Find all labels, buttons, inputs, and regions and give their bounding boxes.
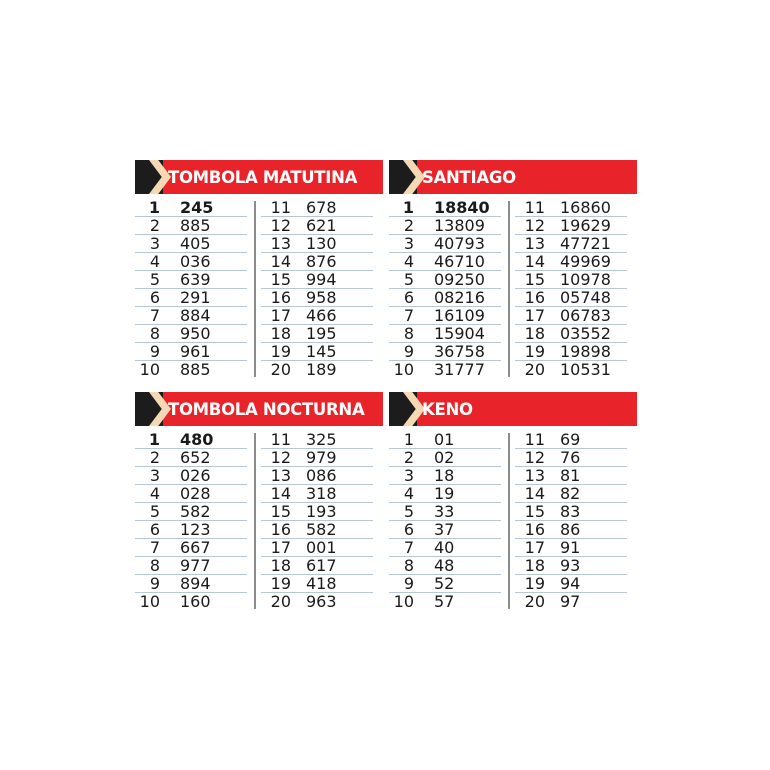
draw-position: 17 [270, 306, 291, 325]
result-row [515, 485, 627, 503]
result-row [135, 539, 247, 557]
draw-position: 13 [524, 234, 545, 253]
draw-position: 1 [148, 430, 160, 449]
results-column-right [515, 431, 627, 611]
draw-position: 4 [149, 252, 160, 271]
drawn-number: 02 [434, 448, 455, 467]
draw-position: 4 [403, 252, 414, 271]
result-row [261, 253, 373, 271]
draw-position: 1 [402, 198, 414, 217]
drawn-number: 667 [180, 538, 211, 557]
draw-position: 19 [270, 574, 291, 593]
draw-position: 9 [149, 342, 160, 361]
draw-position: 12 [270, 216, 291, 235]
results-column-left [389, 199, 501, 379]
drawn-number: 19898 [560, 342, 611, 361]
result-row [135, 467, 247, 485]
drawn-number: 193 [306, 502, 337, 521]
drawn-number: 994 [306, 270, 337, 289]
result-row [261, 503, 373, 521]
panel-header [389, 392, 637, 426]
draw-position: 8 [403, 556, 414, 575]
drawn-number: 97 [560, 592, 581, 611]
result-row [135, 199, 247, 217]
result-row [515, 271, 627, 289]
drawn-number: 57 [434, 592, 455, 611]
drawn-number: 31777 [434, 360, 485, 379]
result-row [515, 343, 627, 361]
drawn-number: 884 [180, 306, 211, 325]
drawn-number: 977 [180, 556, 211, 575]
result-row [515, 503, 627, 521]
result-row [261, 343, 373, 361]
result-row [135, 503, 247, 521]
drawn-number: 979 [306, 448, 337, 467]
draw-position: 17 [524, 306, 545, 325]
result-row [389, 217, 501, 235]
result-row [135, 449, 247, 467]
drawn-number: 961 [180, 342, 211, 361]
results-column-right [261, 431, 373, 611]
result-row [261, 199, 373, 217]
draw-position: 14 [270, 252, 291, 271]
result-row [135, 271, 247, 289]
drawn-number: 19629 [560, 216, 611, 235]
drawn-number: 123 [180, 520, 211, 539]
result-row [261, 575, 373, 593]
drawn-number: 480 [180, 430, 214, 449]
result-row [261, 557, 373, 575]
result-row [389, 253, 501, 271]
drawn-number: 13809 [434, 216, 485, 235]
drawn-number: 026 [180, 466, 211, 485]
result-row [389, 467, 501, 485]
draw-position: 3 [403, 234, 414, 253]
result-row [389, 361, 501, 379]
draw-position: 15 [270, 270, 291, 289]
result-row [515, 289, 627, 307]
result-row [515, 361, 627, 379]
results-column-right [515, 199, 627, 379]
result-row [515, 199, 627, 217]
drawn-number: 885 [180, 360, 211, 379]
result-row [515, 539, 627, 557]
result-row [135, 253, 247, 271]
result-row [515, 217, 627, 235]
drawn-number: 93 [560, 556, 581, 575]
drawn-number: 639 [180, 270, 211, 289]
result-row [389, 235, 501, 253]
panel-header [389, 160, 637, 194]
drawn-number: 466 [306, 306, 337, 325]
result-row [389, 503, 501, 521]
result-row [515, 325, 627, 343]
result-row [389, 593, 501, 611]
draw-position: 19 [524, 342, 545, 361]
drawn-number: 130 [306, 234, 337, 253]
result-row [515, 431, 627, 449]
result-row [135, 307, 247, 325]
result-row [261, 325, 373, 343]
column-separator [254, 433, 256, 609]
draw-position: 6 [149, 520, 160, 539]
draw-position: 3 [149, 234, 160, 253]
results-table [389, 431, 637, 611]
result-row [389, 343, 501, 361]
result-row [389, 289, 501, 307]
drawn-number: 01 [434, 430, 455, 449]
drawn-number: 160 [180, 592, 211, 611]
draw-position: 14 [270, 484, 291, 503]
drawn-number: 16860 [560, 198, 611, 217]
drawn-number: 46710 [434, 252, 485, 271]
draw-position: 2 [403, 216, 414, 235]
drawn-number: 52 [434, 574, 455, 593]
draw-position: 9 [149, 574, 160, 593]
column-separator [254, 201, 256, 377]
result-row [515, 467, 627, 485]
drawn-number: 18840 [434, 198, 490, 217]
draw-position: 5 [403, 270, 414, 289]
result-row [389, 431, 501, 449]
result-row [261, 271, 373, 289]
draw-position: 10 [393, 592, 414, 611]
draw-position: 16 [270, 520, 291, 539]
drawn-number: 16109 [434, 306, 485, 325]
draw-position: 12 [524, 216, 545, 235]
drawn-number: 40 [434, 538, 455, 557]
result-row [135, 289, 247, 307]
drawn-number: 47721 [560, 234, 611, 253]
drawn-number: 885 [180, 216, 211, 235]
drawn-number: 950 [180, 324, 211, 343]
result-row [389, 575, 501, 593]
drawn-number: 036 [180, 252, 211, 271]
draw-position: 8 [403, 324, 414, 343]
drawn-number: 652 [180, 448, 211, 467]
result-row [515, 557, 627, 575]
drawn-number: 028 [180, 484, 211, 503]
drawn-number: 08216 [434, 288, 485, 307]
draw-position: 7 [403, 306, 414, 325]
draw-position: 13 [524, 466, 545, 485]
results-panel-santiago [389, 160, 637, 379]
drawn-number: 318 [306, 484, 337, 503]
result-row [261, 521, 373, 539]
result-row [515, 521, 627, 539]
results-table [389, 199, 637, 379]
draw-position: 10 [393, 360, 414, 379]
panel-header [135, 392, 383, 426]
result-row [261, 539, 373, 557]
draw-position: 9 [403, 342, 414, 361]
drawn-number: 69 [560, 430, 581, 449]
result-row [389, 307, 501, 325]
draw-position: 18 [524, 324, 545, 343]
drawn-number: 15904 [434, 324, 485, 343]
result-row [389, 449, 501, 467]
draw-position: 20 [524, 360, 545, 379]
drawn-number: 40793 [434, 234, 485, 253]
result-row [261, 431, 373, 449]
result-row [389, 325, 501, 343]
drawn-number: 582 [306, 520, 337, 539]
result-row [135, 343, 247, 361]
drawn-number: 94 [560, 574, 581, 593]
drawn-number: 678 [306, 198, 337, 217]
result-row [261, 467, 373, 485]
results-table [135, 199, 383, 379]
draw-position: 18 [270, 556, 291, 575]
draw-position: 15 [524, 270, 545, 289]
result-row [135, 431, 247, 449]
drawn-number: 963 [306, 592, 337, 611]
panel-title: TOMBOLA NOCTURNA [168, 400, 365, 419]
draw-position: 11 [524, 198, 545, 217]
result-row [135, 361, 247, 379]
drawn-number: 001 [306, 538, 337, 557]
drawn-number: 18 [434, 466, 455, 485]
results-panel-tombola-nocturna [135, 392, 383, 611]
result-row [135, 521, 247, 539]
draw-position: 12 [524, 448, 545, 467]
result-row [515, 449, 627, 467]
draw-position: 12 [270, 448, 291, 467]
drawn-number: 582 [180, 502, 211, 521]
draw-position: 14 [524, 484, 545, 503]
drawn-number: 189 [306, 360, 337, 379]
drawn-number: 82 [560, 484, 581, 503]
result-row [389, 557, 501, 575]
panel-title: TOMBOLA MATUTINA [168, 168, 358, 187]
results-table [135, 431, 383, 611]
drawn-number: 37 [434, 520, 455, 539]
draw-position: 20 [270, 592, 291, 611]
draw-position: 18 [524, 556, 545, 575]
result-row [135, 235, 247, 253]
panel-title: SANTIAGO [422, 168, 516, 187]
draw-position: 14 [524, 252, 545, 271]
drawn-number: 03552 [560, 324, 611, 343]
draw-position: 9 [403, 574, 414, 593]
result-row [261, 289, 373, 307]
draw-position: 3 [149, 466, 160, 485]
result-row [515, 575, 627, 593]
draw-position: 2 [149, 448, 160, 467]
draw-position: 7 [149, 538, 160, 557]
drawn-number: 36758 [434, 342, 485, 361]
result-row [389, 271, 501, 289]
drawn-number: 617 [306, 556, 337, 575]
drawn-number: 81 [560, 466, 581, 485]
result-row [135, 485, 247, 503]
drawn-number: 86 [560, 520, 581, 539]
result-row [261, 235, 373, 253]
column-separator [508, 433, 510, 609]
result-row [135, 217, 247, 235]
draw-position: 16 [524, 520, 545, 539]
results-column-left [389, 431, 501, 611]
results-column-right [261, 199, 373, 379]
draw-position: 19 [524, 574, 545, 593]
result-row [389, 539, 501, 557]
draw-position: 5 [403, 502, 414, 521]
drawn-number: 145 [306, 342, 337, 361]
panel-header [135, 160, 383, 194]
column-separator [508, 201, 510, 377]
draw-position: 5 [149, 502, 160, 521]
draw-position: 15 [270, 502, 291, 521]
result-row [135, 557, 247, 575]
drawn-number: 05748 [560, 288, 611, 307]
result-row [261, 361, 373, 379]
draw-position: 17 [270, 538, 291, 557]
drawn-number: 76 [560, 448, 581, 467]
result-row [389, 521, 501, 539]
result-row [515, 235, 627, 253]
drawn-number: 894 [180, 574, 211, 593]
draw-position: 7 [403, 538, 414, 557]
drawn-number: 83 [560, 502, 581, 521]
drawn-number: 19 [434, 484, 455, 503]
draw-position: 6 [149, 288, 160, 307]
draw-position: 2 [149, 216, 160, 235]
results-panel-tombola-matutina [135, 160, 383, 379]
result-row [389, 199, 501, 217]
draw-position: 8 [149, 556, 160, 575]
draw-position: 20 [524, 592, 545, 611]
result-row [135, 575, 247, 593]
result-row [261, 217, 373, 235]
result-row [515, 253, 627, 271]
result-row [515, 307, 627, 325]
draw-position: 19 [270, 342, 291, 361]
result-row [261, 307, 373, 325]
draw-position: 5 [149, 270, 160, 289]
draw-position: 4 [149, 484, 160, 503]
drawn-number: 086 [306, 466, 337, 485]
drawn-number: 91 [560, 538, 581, 557]
draw-position: 2 [403, 448, 414, 467]
draw-position: 10 [139, 360, 160, 379]
drawn-number: 621 [306, 216, 337, 235]
drawn-number: 325 [306, 430, 337, 449]
drawn-number: 48 [434, 556, 455, 575]
drawn-number: 245 [180, 198, 214, 217]
result-row [261, 593, 373, 611]
draw-position: 11 [270, 198, 291, 217]
draw-position: 13 [270, 234, 291, 253]
drawn-number: 405 [180, 234, 211, 253]
draw-position: 11 [270, 430, 291, 449]
drawn-number: 876 [306, 252, 337, 271]
draw-position: 20 [270, 360, 291, 379]
draw-position: 6 [403, 288, 414, 307]
result-row [389, 485, 501, 503]
draw-position: 4 [403, 484, 414, 503]
result-row [515, 593, 627, 611]
draw-position: 8 [149, 324, 160, 343]
draw-position: 16 [270, 288, 291, 307]
draw-position: 16 [524, 288, 545, 307]
result-row [135, 325, 247, 343]
results-column-left [135, 431, 247, 611]
draw-position: 10 [139, 592, 160, 611]
draw-position: 15 [524, 502, 545, 521]
drawn-number: 49969 [560, 252, 611, 271]
drawn-number: 195 [306, 324, 337, 343]
drawn-number: 06783 [560, 306, 611, 325]
drawn-number: 958 [306, 288, 337, 307]
result-row [135, 593, 247, 611]
drawn-number: 33 [434, 502, 455, 521]
draw-position: 1 [148, 198, 160, 217]
drawn-number: 418 [306, 574, 337, 593]
draw-position: 17 [524, 538, 545, 557]
drawn-number: 10978 [560, 270, 611, 289]
draw-position: 1 [403, 430, 414, 449]
result-row [261, 485, 373, 503]
results-panel-keno [389, 392, 637, 611]
panel-title: KENO [422, 400, 473, 419]
draw-position: 3 [403, 466, 414, 485]
draw-position: 18 [270, 324, 291, 343]
drawn-number: 291 [180, 288, 211, 307]
drawn-number: 10531 [560, 360, 611, 379]
result-row [261, 449, 373, 467]
results-column-left [135, 199, 247, 379]
draw-position: 11 [524, 430, 545, 449]
draw-position: 6 [403, 520, 414, 539]
draw-position: 13 [270, 466, 291, 485]
drawn-number: 09250 [434, 270, 485, 289]
draw-position: 7 [149, 306, 160, 325]
